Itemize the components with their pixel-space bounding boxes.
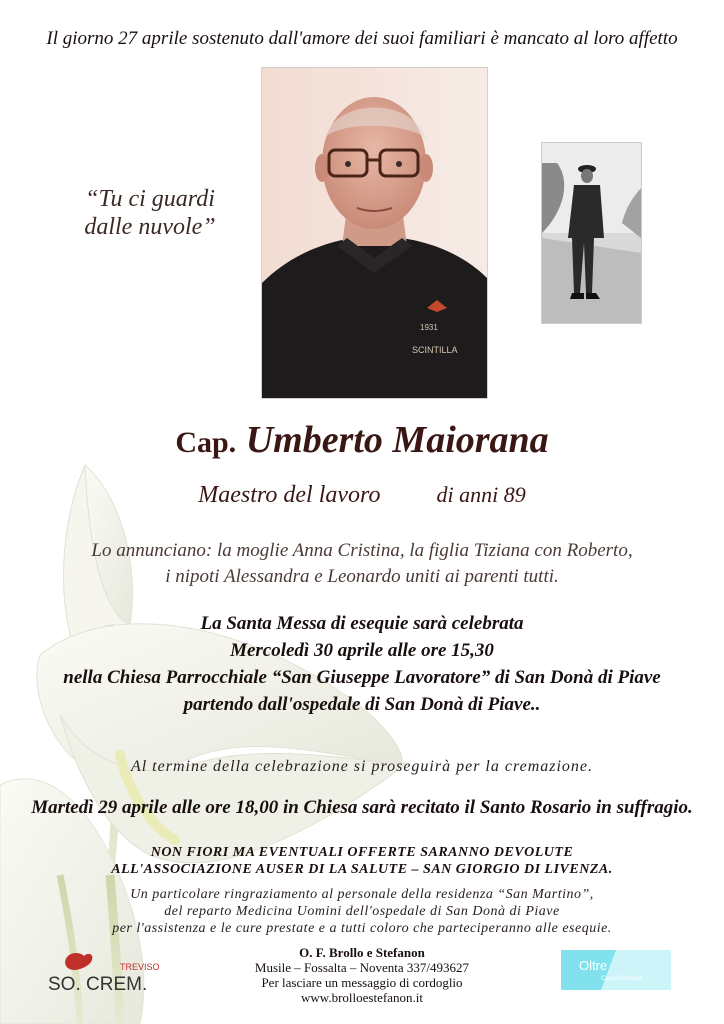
- funeral-home-website[interactable]: www.brolloestefanon.it: [301, 990, 423, 1005]
- socrem-flame-icon: [65, 953, 92, 970]
- mass-line-4: partendo dall'ospedale di San Donà di Piave..: [183, 694, 541, 715]
- badge-year: 1931: [420, 323, 438, 332]
- thanks-line-2: del reparto Medicina Uomini dell'ospedale di San Donà di Piave: [164, 904, 560, 919]
- cremation-note: Al termine della celebrazione si proseguirà per la cremazione.: [130, 758, 594, 775]
- oltre-sub: Casa Funeraria: [601, 976, 643, 982]
- mass-info: [0, 610, 724, 718]
- quote-line-1: “Tu ci guardi: [85, 186, 215, 212]
- rosary-info: Martedì 29 aprile alle ore 18,00 in Chiesa sarà recitato il Santo Rosario in suffragio.: [31, 797, 693, 818]
- portrait-photo: [261, 67, 488, 399]
- funeral-home-message: Per lasciare un messaggio di cordoglio: [261, 975, 463, 990]
- oltre-name: Oltre: [579, 958, 608, 973]
- socrem-logo: [46, 952, 176, 997]
- badge-text: SCINTILLA: [412, 345, 458, 355]
- thanks-line-1: Un particolare ringraziamento al personale della residenza “San Martino”,: [130, 887, 594, 902]
- thanks-note: [0, 886, 724, 937]
- subtitle: [0, 482, 724, 509]
- deceased-name: [0, 418, 724, 462]
- donation-line-2: ALL'ASSOCIAZIONE AUSER DI LA SALUTE – SAN GIORGIO DI LIVENZA.: [111, 862, 613, 877]
- full-name: Umberto Maiorana: [245, 419, 549, 461]
- quote: [60, 185, 240, 241]
- header-announcement: Il giorno 27 aprile sostenuto dall'amore dei suoi familiari è mancato al loro affetto: [46, 28, 678, 49]
- donation-line-1: NON FIORI MA EVENTUALI OFFERTE SARANNO DEVOLUTE: [150, 845, 574, 860]
- vintage-photo: [541, 142, 642, 324]
- rank: Cap.: [175, 426, 237, 459]
- mass-line-1: La Santa Messa di esequie sarà celebrata: [200, 613, 524, 634]
- quote-line-2: dalle nuvole”: [84, 214, 216, 240]
- socrem-name: SO. CREM.: [48, 974, 148, 995]
- mass-line-3: nella Chiesa Parrocchiale “San Giuseppe Lavoratore” di San Donà di Piave: [63, 667, 661, 688]
- thanks-line-3: per l'assistenza e le cure prestate e a tutti coloro che parteciperanno alle esequie.: [112, 921, 612, 936]
- age: di anni 89: [436, 482, 526, 507]
- donation-note: [0, 844, 724, 878]
- announcement: [0, 538, 724, 590]
- funeral-home-locations: Musile – Fossalta – Noventa 337/493627: [254, 960, 470, 975]
- socrem-city: TREVISO: [120, 962, 160, 972]
- oltre-logo: [561, 950, 671, 990]
- honor-title: Maestro del lavoro: [198, 482, 381, 508]
- funeral-home-name: O. F. Brollo e Stefanon: [299, 945, 425, 960]
- announce-line-2: i nipoti Alessandra e Leonardo uniti ai parenti tutti.: [165, 566, 559, 587]
- mass-line-2: Mercoledì 30 aprile alle ore 15,30: [230, 640, 494, 661]
- announce-line-1: Lo annunciano: la moglie Anna Cristina, la figlia Tiziana con Roberto,: [91, 540, 633, 561]
